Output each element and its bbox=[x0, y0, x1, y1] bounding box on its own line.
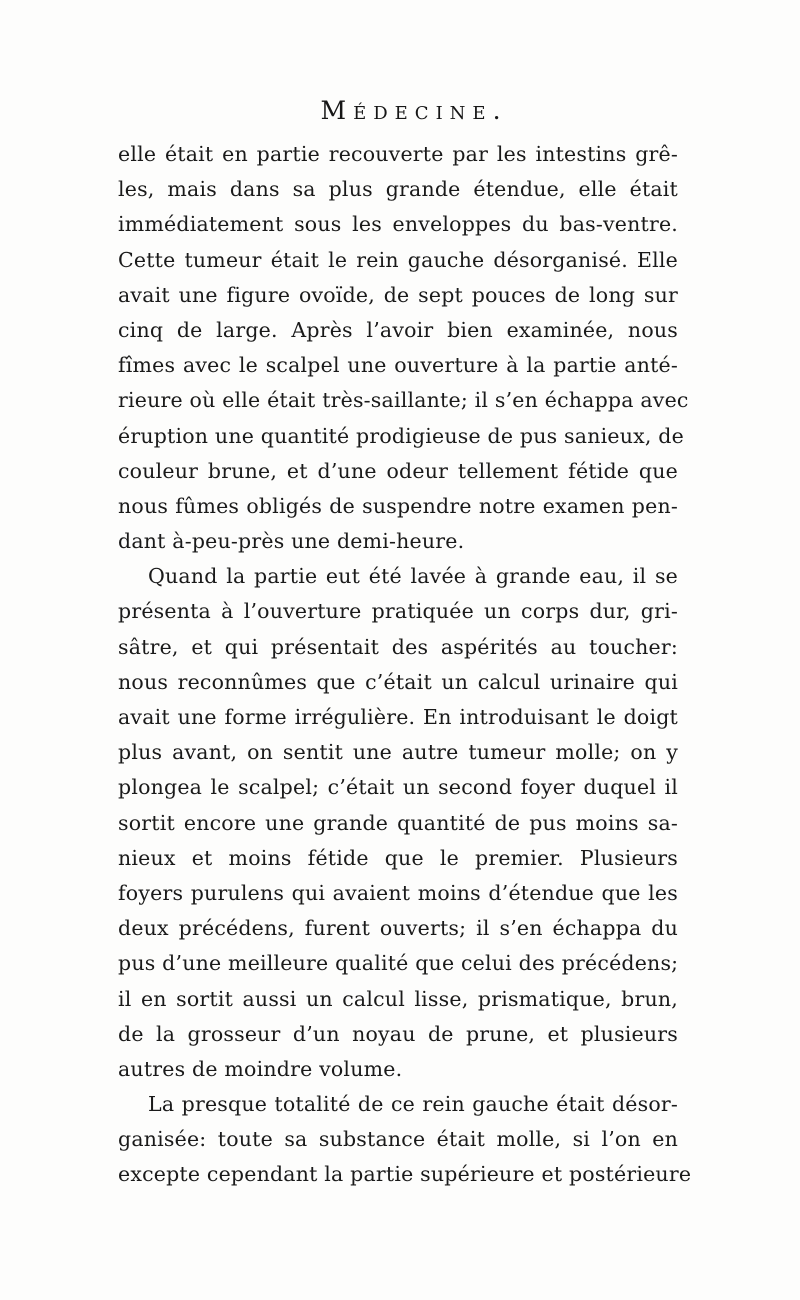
text-line: de la grosseur d’un noyau de prune, et plusieurs bbox=[118, 1021, 678, 1046]
text-line: cinq de large. Après l’avoir bien examinée, nous bbox=[118, 317, 678, 342]
text-line: sortit encore une grande quantité de pus moins sa- bbox=[118, 810, 678, 835]
running-head: Médecine. bbox=[320, 96, 508, 125]
text-line: nous fûmes obligés de suspendre notre examen pen- bbox=[118, 493, 678, 518]
text-line: autres de moindre volume. bbox=[118, 1056, 403, 1081]
text-line: dant à-peu-près une demi-heure. bbox=[118, 529, 465, 554]
text-line: fîmes avec le scalpel une ouverture à la partie anté- bbox=[118, 353, 678, 378]
text-line: pus d’une meilleure qualité que celui des précédens; bbox=[118, 951, 679, 976]
text-line: plongea le scalpel; c’était un second foyer duquel il bbox=[118, 775, 678, 800]
text-line: il en sortit aussi un calcul lisse, prismatique, brun, bbox=[118, 986, 678, 1011]
text-line: excepte cependant la partie supérieure et postérieure bbox=[118, 1162, 692, 1187]
text-line: présenta à l’ouverture pratiquée un corps dur, gri- bbox=[118, 599, 678, 624]
text-line: deux précédens, furent ouverts; il s’en échappa du bbox=[118, 916, 678, 941]
text-line: Cette tumeur était le rein gauche désorganisé. Elle bbox=[118, 247, 678, 272]
text-line: La presque totalité de ce rein gauche était désor- bbox=[148, 1092, 678, 1117]
text-line: plus avant, on sentit une autre tumeur molle; on y bbox=[118, 740, 678, 765]
body-text bbox=[118, 137, 692, 1193]
text-line: elle était en partie recouverte par les intestins grê- bbox=[118, 142, 678, 166]
text-line: ganisée: toute sa substance était molle, si l’on en bbox=[118, 1127, 678, 1152]
text-line: éruption une quantité prodigieuse de pus sanieux, de bbox=[118, 423, 684, 448]
text-line: nieux et moins fétide que le premier. Plusieurs bbox=[118, 845, 678, 870]
text-line: les, mais dans sa plus grande étendue, elle était bbox=[118, 177, 678, 202]
text-line: couleur brune, et d’une odeur tellement fétide que bbox=[118, 458, 678, 483]
text-line: Quand la partie eut été lavée à grande eau, il se bbox=[148, 564, 678, 589]
text-line: foyers purulens qui avaient moins d’étendue que les bbox=[118, 880, 678, 905]
text-line: avait une figure ovoïde, de sept pouces de long sur bbox=[118, 282, 678, 307]
text-line: rieure où elle était très-saillante; il s’en échappa avec bbox=[118, 388, 689, 413]
text-line: nous reconnûmes que c’était un calcul urinaire qui bbox=[118, 669, 678, 694]
text-line: sâtre, et qui présentait des aspérités au toucher: bbox=[118, 634, 678, 659]
text-line: immédiatement sous les enveloppes du bas-ventre. bbox=[118, 212, 678, 237]
text-line: avait une forme irrégulière. En introduisant le doigt bbox=[118, 705, 678, 729]
